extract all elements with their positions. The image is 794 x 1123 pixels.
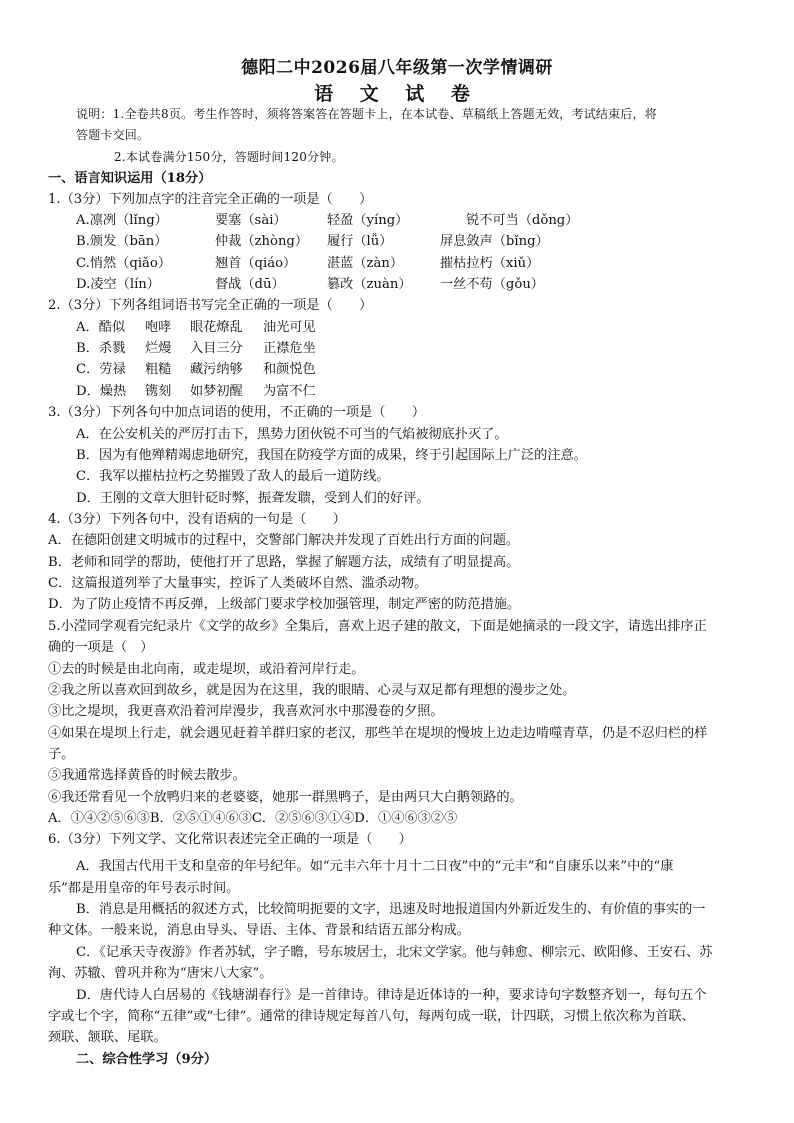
- q2-option: 油光可见: [263, 320, 316, 335]
- q2-option: 正襟危坐: [263, 341, 316, 356]
- q1-option: 摧枯拉朽（xiǔ）: [440, 256, 540, 271]
- q1-option: 屏息敛声（bǐng）: [440, 234, 549, 249]
- q2-option: 粗糙: [145, 362, 172, 377]
- q1-option: 湛蓝（zàn）: [327, 256, 404, 271]
- q6-option-line: 洵、苏辙、曾巩并称为“唐宋八大家”。: [48, 966, 273, 981]
- instructions-line-3: 2.本试卷满分150分，答题时间120分钟。: [114, 150, 344, 164]
- q2-option: 咆哮: [145, 320, 172, 335]
- q2-option: 如梦初醒: [190, 384, 243, 399]
- q3-option: A．在公安机关的严厉打击下，黑势力团伙锐不可当的气焰被彻底扑灭了。: [76, 427, 508, 442]
- question-4-stem: 4.（3分）下列各句中，没有语病的一句是（ ）: [48, 512, 346, 527]
- q5-sentence-cont: 子。: [48, 747, 75, 762]
- q2-option: 为富不仁: [263, 384, 316, 399]
- q5-sentence: ⑤我通常选择黄昏的时候去散步。: [48, 768, 246, 783]
- q1-option: 一丝不苟（gǒu）: [440, 277, 544, 292]
- q6-option-line: 种文体。一般来说，消息由导头、导语、主体、背景和结语五部分构成。: [48, 923, 470, 938]
- q2-option: 烂熳: [145, 341, 172, 356]
- exam-title: 德阳二中2026届八年级第一次学情调研: [241, 58, 553, 78]
- q6-option-line: A．我国古代用干支和皇帝的年号纪年。如“元丰六年十月十二日夜”中的“元丰”和“自康乐以来”中的“康: [76, 859, 674, 874]
- question-1-stem: 1.（3分）下列加点字的注音完全正确的一项是（ ）: [48, 192, 373, 207]
- question-2-stem: 2.（3分）下列各组词语书写完全正确的一项是（ ）: [48, 298, 373, 313]
- instructions-line-2: 答题卡交回。: [76, 128, 150, 142]
- q3-option: B．因为有他殚精竭虑地研究，我国在防疫学方面的成果，终于引起国际上广泛的注意。: [76, 448, 587, 463]
- q2-option: 镌刻: [145, 384, 172, 399]
- q6-option-line: B．消息是用概括的叙述方式，比较简明扼要的文字，迅速及时地报道国内外新近发生的、有价值的事实的一: [76, 902, 706, 917]
- q1-option: C.悄然（qiǎo）: [76, 256, 172, 271]
- q1-option: 翘首（qiáo）: [215, 256, 297, 271]
- q6-option-line: 乐”都是用皇帝的年号表示时间。: [48, 881, 240, 896]
- q4-option: D．为了防止疫情不再反弹，上级部门要求学校加强管理，制定严密的防范措施。: [48, 597, 521, 612]
- q4-option: C．这篇报道列举了大量事实，控诉了人类破坏自然、滥杀动物。: [48, 576, 428, 591]
- q3-option: C．我军以摧枯拉朽之势摧毁了敌人的最后一道防线。: [76, 469, 390, 484]
- q2-option: D．燥热: [76, 384, 127, 399]
- q1-option: 篡改（zuàn）: [327, 277, 412, 292]
- q1-option: 要塞（sài）: [215, 213, 287, 228]
- q1-option: B.颁发（bān）: [76, 234, 168, 249]
- q2-option: A．酷似: [76, 320, 126, 335]
- q5-sentence: ①去的时候是由北向南，或走堤坝，或沿着河岸行走。: [48, 662, 365, 677]
- question-6-stem: 6.（3分）下列文学、文化常识表述完全正确的一项是（ ）: [48, 832, 412, 847]
- q2-option: B．杀戮: [76, 341, 126, 356]
- question-5-stem-cont: 确的一项是（ ）: [48, 640, 154, 655]
- question-3-stem: 3.（3分）下列各句中加点词语的使用，不正确的一项是（ ）: [48, 405, 426, 420]
- section-heading-1: 一、语言知识运用（18分）: [48, 171, 212, 186]
- section-heading-2: 二、综合性学习（9分）: [76, 1052, 218, 1067]
- q4-option: B．老师和同学的帮助，使他打开了思路，掌握了解题方法，成绩有了明显提高。: [48, 555, 520, 570]
- q5-sentence: ④如果在堤坝上行走，就会遇见赶着羊群归家的老汉，那些羊在堤坝的慢坡上边走边啃噬青草，仍是不忍归栏的样: [48, 726, 708, 741]
- q6-option-line: 颈联、颔联、尾联。: [48, 1030, 167, 1045]
- q6-option-line: C．《记承天寺夜游》作者苏轼，字子瞻，号东坡居士，北宋文学家。他与韩愈、柳宗元、欧阳修、王安石、苏: [76, 945, 713, 960]
- q1-option: D.凌空（lín）: [76, 277, 160, 292]
- q1-option: 履行（lǚ）: [327, 234, 393, 249]
- q1-option: 督战（dū）: [215, 277, 285, 292]
- q6-option-line: 字或七个字，简称“五律”或“七律”。通常的律诗规定每首八句，每两句成一联，计四联，习惯上依次称为首联、: [48, 1009, 695, 1024]
- exam-subtitle: 语 文 试 卷: [314, 83, 480, 105]
- q5-sentence: ⑥我还常看见一个放鸭归来的老婆婆，她那一群黑鸭子，是由两只大白鹅领路的。: [48, 790, 523, 805]
- q5-sentence: ②我之所以喜欢回到故乡，就是因为在这里，我的眼睛、心灵与双足都有理想的漫步之处。: [48, 683, 576, 698]
- q2-option: 和颜悦色: [263, 362, 316, 377]
- q1-option: 仲裁（zhòng）: [215, 234, 309, 249]
- q5-answer-options: A．①④②⑤⑥③B．②⑤①④⑥③C．②⑤⑥③①④D．①④⑥③②⑤: [48, 811, 458, 826]
- q1-option: 锐不可当（dǒng）: [466, 213, 579, 228]
- q2-option: 眼花燎乱: [190, 320, 243, 335]
- q2-option: C．劳禄: [76, 362, 126, 377]
- instructions-line-1: 说明：1.全卷共8页。考生作答时，须将答案答在答题卡上，在本试卷、草稿纸上答题无效，考试结束后，将: [76, 107, 657, 121]
- q2-option: 入目三分: [190, 341, 243, 356]
- q1-option: 轻盈（yíng）: [327, 213, 409, 228]
- q3-option: D．王刚的文章大胆针砭时弊，振聋发聩，受到人们的好评。: [76, 491, 430, 506]
- q6-option-line: D．唐代诗人白居易的《钱塘湖春行》是一首律诗。律诗是近体诗的一种，要求诗句字数整齐划一，每句五个: [76, 988, 707, 1003]
- q5-sentence: ③比之堤坝，我更喜欢沿着河岸漫步，我喜欢河水中那漫卷的夕照。: [48, 704, 444, 719]
- q2-option: 藏污纳够: [190, 362, 243, 377]
- q1-option: A.凛冽（lǐng）: [76, 213, 168, 228]
- q4-option: A．在德阳创建文明城市的过程中，交警部门解决并发现了百姓出行方面的问题。: [48, 533, 520, 548]
- question-5-stem: 5.小滢同学观看完纪录片《文学的故乡》全集后，喜欢上迟子建的散文，下面是她摘录的一段文字，请选出排序正: [48, 619, 707, 634]
